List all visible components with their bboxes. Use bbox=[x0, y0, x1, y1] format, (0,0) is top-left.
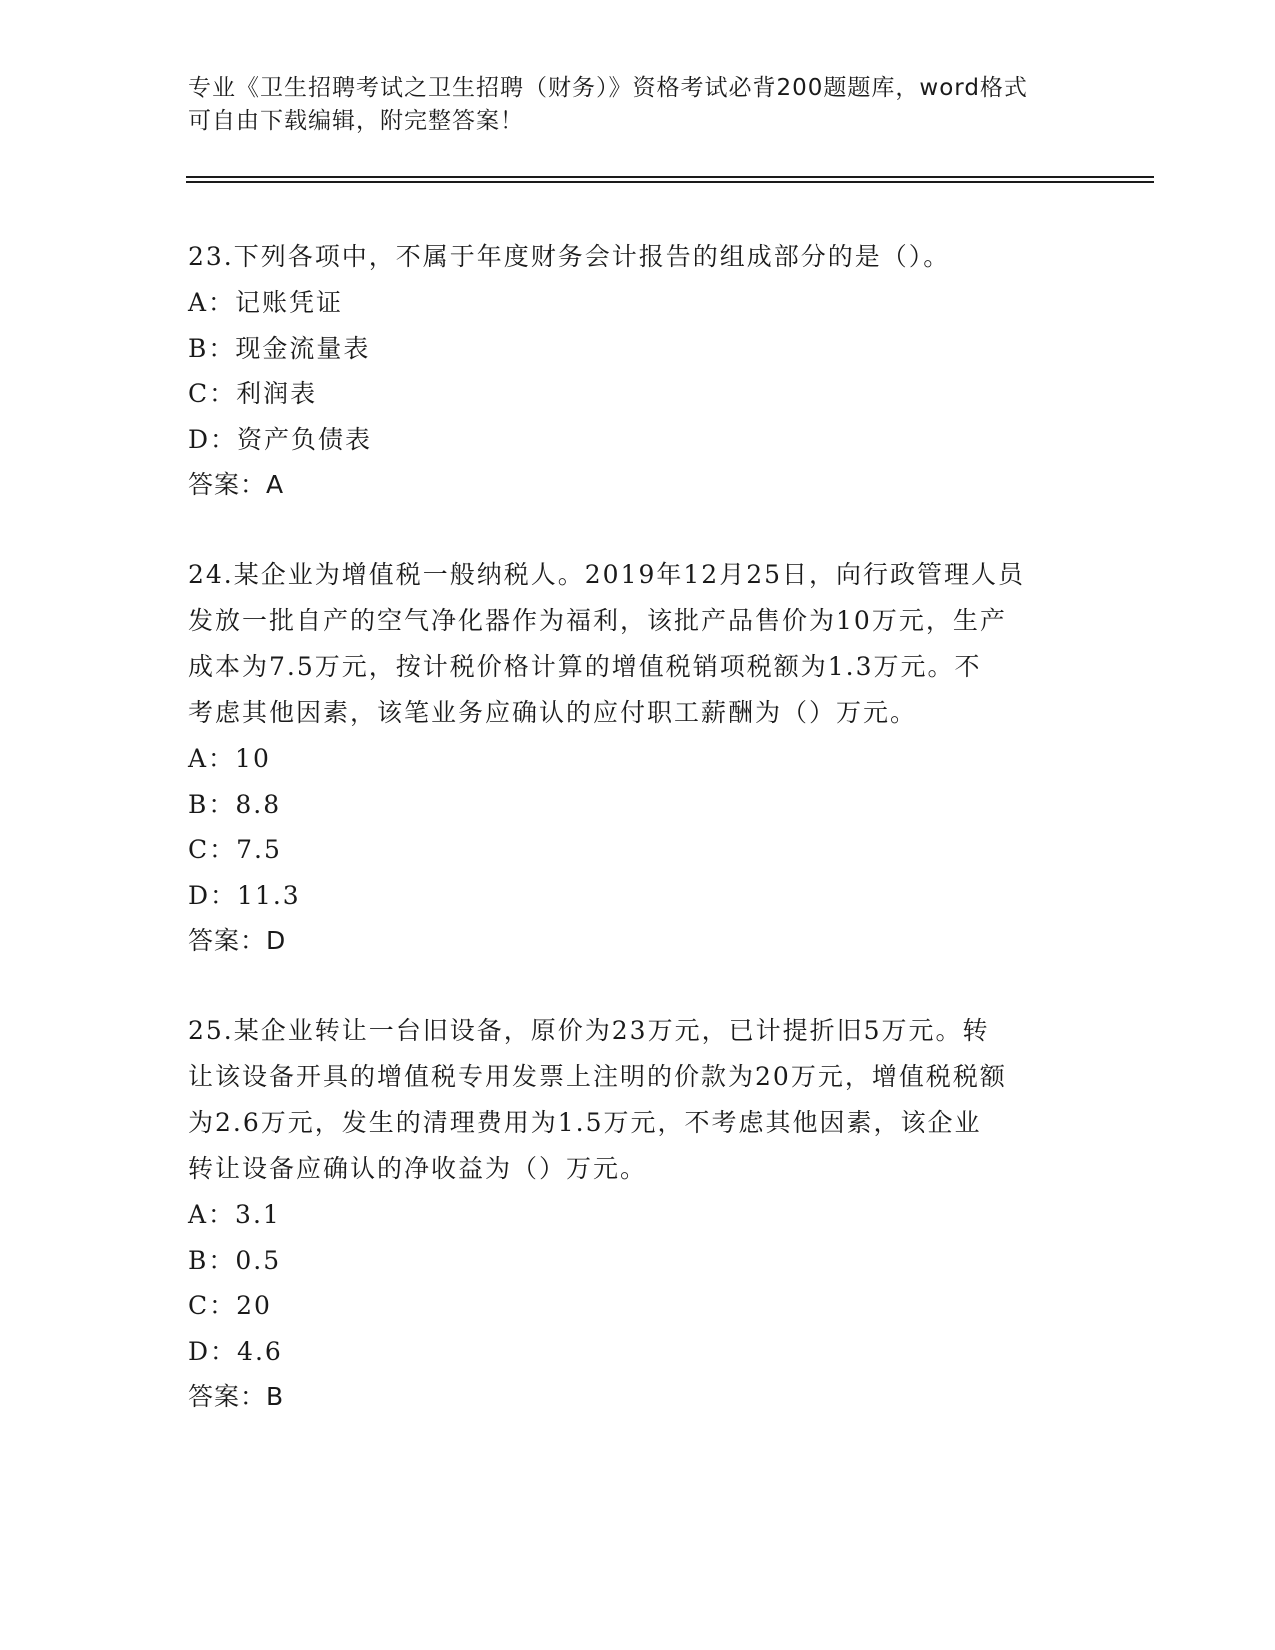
question-stem: 25.某企业转让一台旧设备，原价为23万元，已计提折旧5万元。转 bbox=[188, 1016, 990, 1045]
question-list bbox=[188, 234, 1088, 1464]
option-a: A：记账凭证 bbox=[188, 288, 344, 317]
option-d: D：4.6 bbox=[188, 1336, 283, 1366]
question-stem: 23.下列各项中，不属于年度财务会计报告的组成部分的是（）。 bbox=[188, 242, 951, 271]
option-b: B：现金流量表 bbox=[188, 333, 371, 363]
option-b: B：8.8 bbox=[188, 789, 282, 819]
header-title-line-1: 专业《卫生招聘考试之卫生招聘（财务）》资格考试必背200题题库，word格式 bbox=[188, 75, 1028, 101]
answer-text: 答案：A bbox=[188, 470, 285, 499]
option-a: A：3.1 bbox=[188, 1200, 281, 1229]
document-header bbox=[188, 72, 1088, 138]
question-stem: 考虑其他因素，该笔业务应确认的应付职工薪酬为（）万元。 bbox=[188, 698, 918, 727]
header-divider-bottom bbox=[186, 181, 1154, 183]
option-d: D：资产负债表 bbox=[188, 424, 373, 454]
question-stem: 转让设备应确认的净收益为（）万元。 bbox=[188, 1154, 648, 1183]
question-23 bbox=[188, 234, 1088, 507]
option-c: C：20 bbox=[188, 1291, 272, 1320]
question-25 bbox=[188, 1008, 1088, 1419]
option-c: C：7.5 bbox=[188, 835, 282, 864]
answer-text: 答案：D bbox=[188, 926, 287, 955]
header-title-line-2: 可自由下载编辑，附完整答案！ bbox=[188, 108, 524, 134]
question-stem: 发放一批自产的空气净化器作为福利，该批产品售价为10万元，生产 bbox=[188, 606, 1007, 635]
header-divider-top bbox=[186, 176, 1154, 178]
option-d: D：11.3 bbox=[188, 880, 301, 910]
option-c: C：利润表 bbox=[188, 379, 318, 408]
answer-text: 答案：B bbox=[188, 1382, 285, 1411]
question-stem: 为2.6万元，发生的清理费用为1.5万元，不考虑其他因素，该企业 bbox=[188, 1108, 982, 1137]
question-stem: 成本为7.5万元，按计税价格计算的增值税销项税额为1.3万元。不 bbox=[188, 652, 982, 681]
option-b: B：0.5 bbox=[188, 1245, 282, 1275]
question-24 bbox=[188, 552, 1088, 963]
option-a: A：10 bbox=[188, 744, 271, 773]
question-stem: 24.某企业为增值税一般纳税人。2019年12月25日，向行政管理人员 bbox=[188, 560, 1026, 589]
question-stem: 让该设备开具的增值税专用发票上注明的价款为20万元，增值税税额 bbox=[188, 1062, 1007, 1091]
